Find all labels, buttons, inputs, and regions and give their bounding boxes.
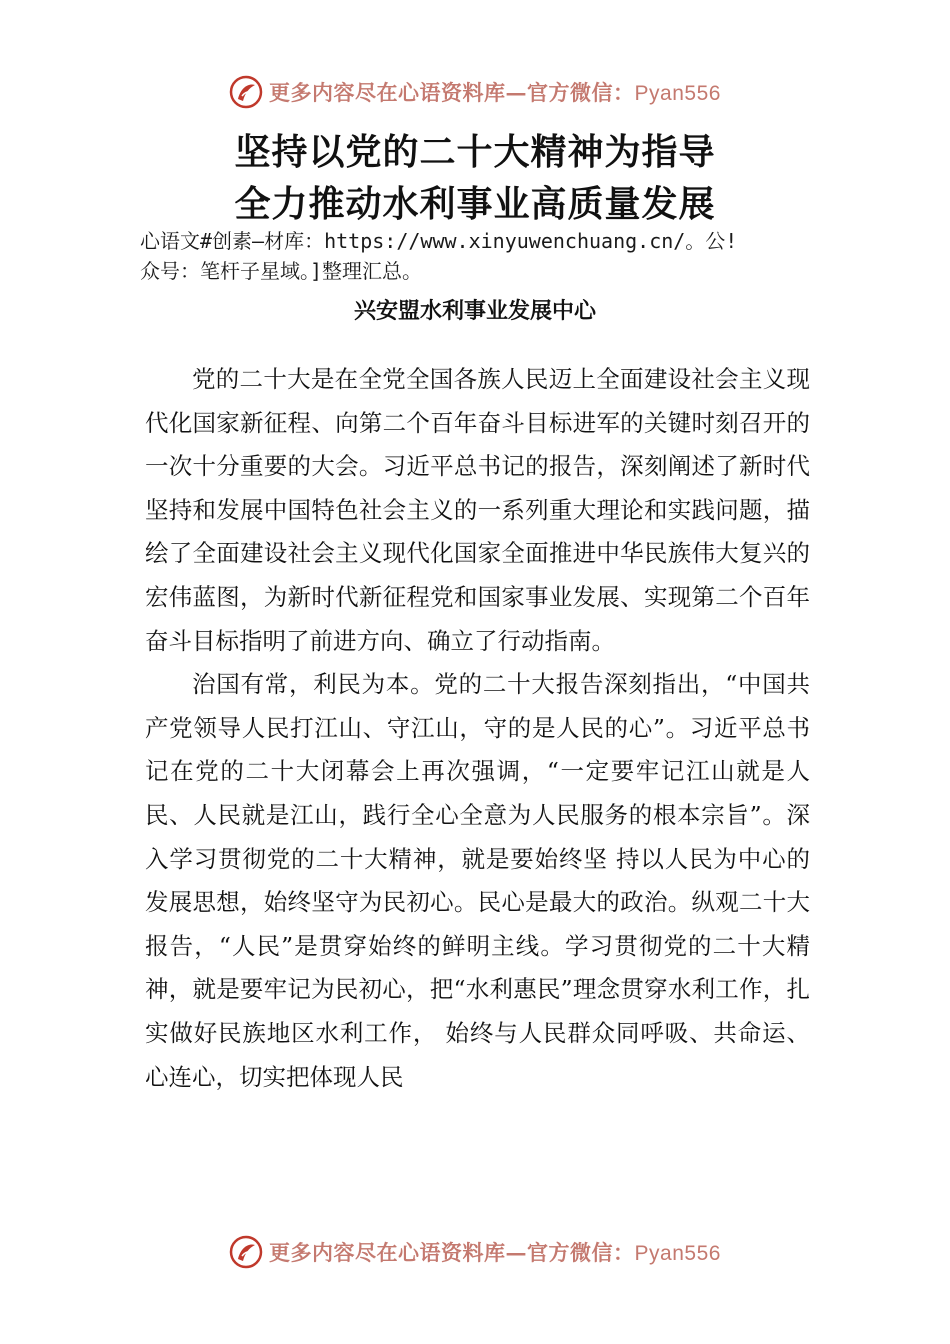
document-title-line-1: 坚持以党的二十大精神为指导 <box>234 132 716 173</box>
paragraph-2: 治国有常，利民为本。党的二十大报告深刻指出，“中国共产党领导人民打江山、守江山，守的是人民的心”。习近平总书记在党的二十大闭幕会上再次强调，“一定要牢记江山就是人民、人民就是江山，践行全心全意为人民服务的根本宗旨”。深入学习贯彻党的二十大精神，就是要始终坚 持以人民为中心的发展思想，始终坚守为民初心。民心是最大的政治。纵观二十大报告，“人民”是贯穿始终的鲜明主线。学习贯彻党的二十大精神，就是要牢记为民初心，把“水利惠民”理念贯穿水利工作，扎实做好民族地区水利工作， 始终与人民群众同呼吸、共命运、心连心，切实把体现人民 <box>145 670 810 1091</box>
document-title-line-2: 全力推动水利事业高质量发展 <box>234 184 716 225</box>
document-body <box>145 358 810 1099</box>
logo-icon <box>229 75 263 109</box>
banner-text: 更多内容尽在心语资料库—官方微信：Pyan556 <box>269 1240 721 1265</box>
paragraph-1: 党的二十大是在全党全国各族人民迈上全面建设社会主义现代化国家新征程、向第二个百年奋斗目标进军的关键时刻召开的一次十分重要的大会。习近平总书记的报告，深刻阐述了新时代坚持和发展中国特色社会主义的一系列重大理论和实践问题，描绘了全面建设社会主义现代化国家全面推进中华民族伟大复兴的宏伟蓝图，为新时代新征程党和国家事业发展、实现第二个百年奋斗目标指明了前进方向、确立了行动指南。 <box>145 365 810 655</box>
author-organization: 兴安盟水利事业发展中心 <box>353 299 596 324</box>
footer-banner <box>0 1232 950 1272</box>
watermark-line-1: 心语文#创素—材库：https://www.xinyuwenchuang.cn/。公! <box>140 229 738 253</box>
logo-icon <box>229 1235 263 1269</box>
watermark-line-2: 众号：笔杆子星域。]整理汇总。 <box>140 259 423 283</box>
header-banner <box>0 72 950 112</box>
banner-text: 更多内容尽在心语资料库—官方微信：Pyan556 <box>269 80 721 105</box>
